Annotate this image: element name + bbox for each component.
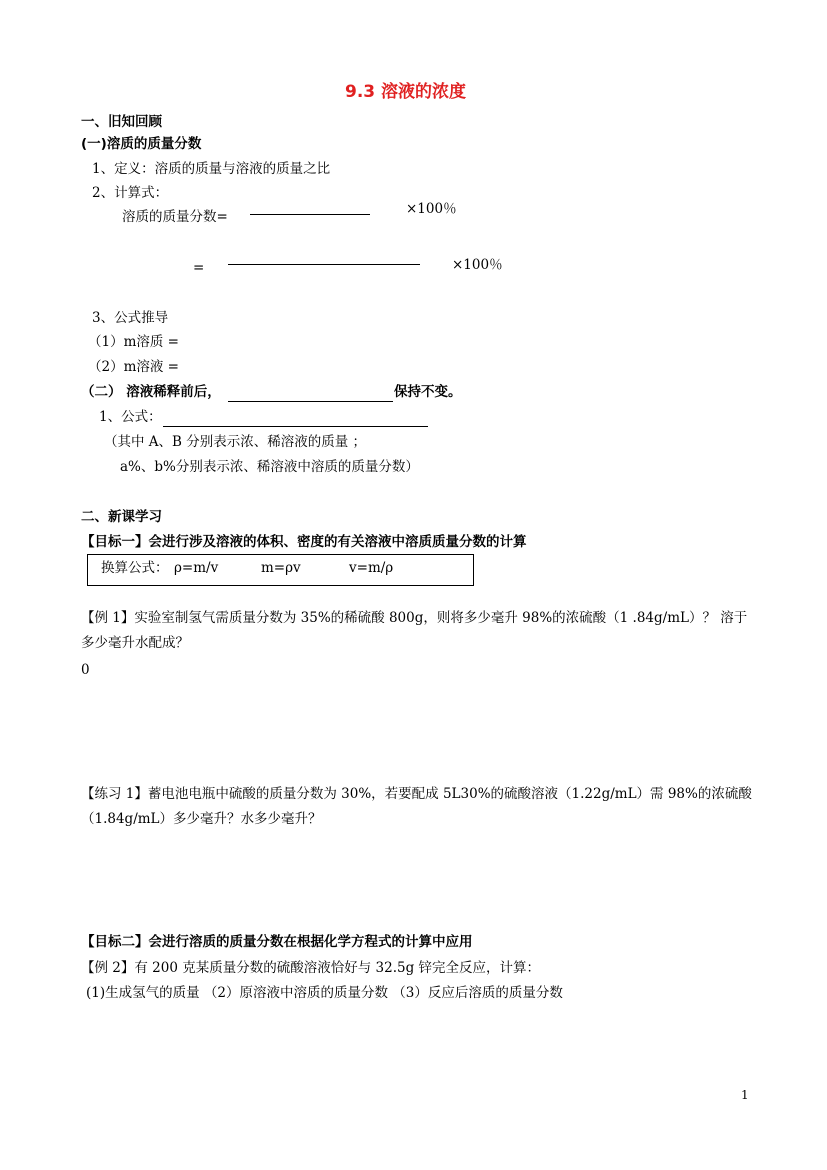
page-number: 1 [741, 1088, 749, 1102]
conversion-formula-box [87, 554, 474, 586]
box-label: 换算公式： [101, 560, 169, 576]
stray-zero: 0 [81, 662, 90, 678]
note-line-2: a%、b%分别表示浓、稀溶液中溶质的质量分数） [120, 459, 419, 475]
example1-line1: 【例 1】实验室制氢气需质量分数为 35%的稀硫酸 800g，则将多少毫升 98%的浓硫酸（1 .84g/mL）？ 溶于 [81, 610, 748, 626]
dilution-formula-blank [163, 426, 428, 427]
derivation-1: （1）m溶质 = [88, 334, 179, 350]
example2-line1: 【例 2】有 200 克某质量分数的硫酸溶液恰好与 32.5g 锌完全反应，计算： [81, 960, 541, 976]
percent-factor-2: ×100％ [452, 257, 503, 273]
percent-factor-1: ×100％ [406, 201, 457, 217]
section2-heading: 二、新课学习 [81, 509, 162, 525]
fraction-line-2 [228, 264, 420, 265]
equals-sign: = [193, 260, 205, 276]
mass-formula: m=ρv [261, 560, 301, 576]
goal-two: 【目标二】会进行溶质的质量分数在根据化学方程式的计算中应用 [81, 934, 473, 950]
part1-heading: (一)溶质的质量分数 [81, 136, 202, 152]
volume-formula: v=m/ρ [349, 560, 394, 576]
practice1-line2: （1.84g/mL）多少毫升？水多少毫升？ [81, 811, 322, 827]
section1-heading: 一、旧知回顾 [81, 114, 162, 130]
part2-heading-end: 保持不变。 [394, 384, 462, 400]
derivation-2: （2）m溶液 = [88, 359, 179, 375]
example2-line2: (1)生成氢气的质量 （2）原溶液中溶质的质量分数 （3）反应后溶质的质量分数 [86, 985, 563, 1001]
note-line-1: （其中 A、B 分别表示浓、稀溶液的质量 ； [104, 434, 367, 450]
formula-item: 2、计算式： [92, 185, 169, 201]
definition-item: 1、定义：溶质的质量与溶液的质量之比 [92, 161, 331, 177]
derivation-item: 3、公式推导 [92, 310, 169, 326]
density-formula: ρ=m/v [174, 560, 219, 576]
part2-blank [228, 401, 393, 402]
dilution-formula-item: 1、公式： [99, 409, 162, 425]
example1-line2: 多少毫升水配成？ [81, 635, 189, 651]
part2-heading-start: （二） 溶液稀释前后， [81, 384, 221, 400]
goal-one: 【目标一】会进行涉及溶液的体积、密度的有关溶液中溶质质量分数的计算 [81, 534, 527, 550]
formula-label: 溶质的质量分数= [122, 209, 228, 225]
fraction-line-1 [250, 214, 370, 215]
practice1-line1: 【练习 1】蓄电池电瓶中硫酸的质量分数为 30%，若要配成 5L30%的硫酸溶液（1.22g/mL）需 98%的浓硫酸 [81, 786, 752, 802]
page-title: 9.3 溶液的浓度 [345, 82, 467, 102]
